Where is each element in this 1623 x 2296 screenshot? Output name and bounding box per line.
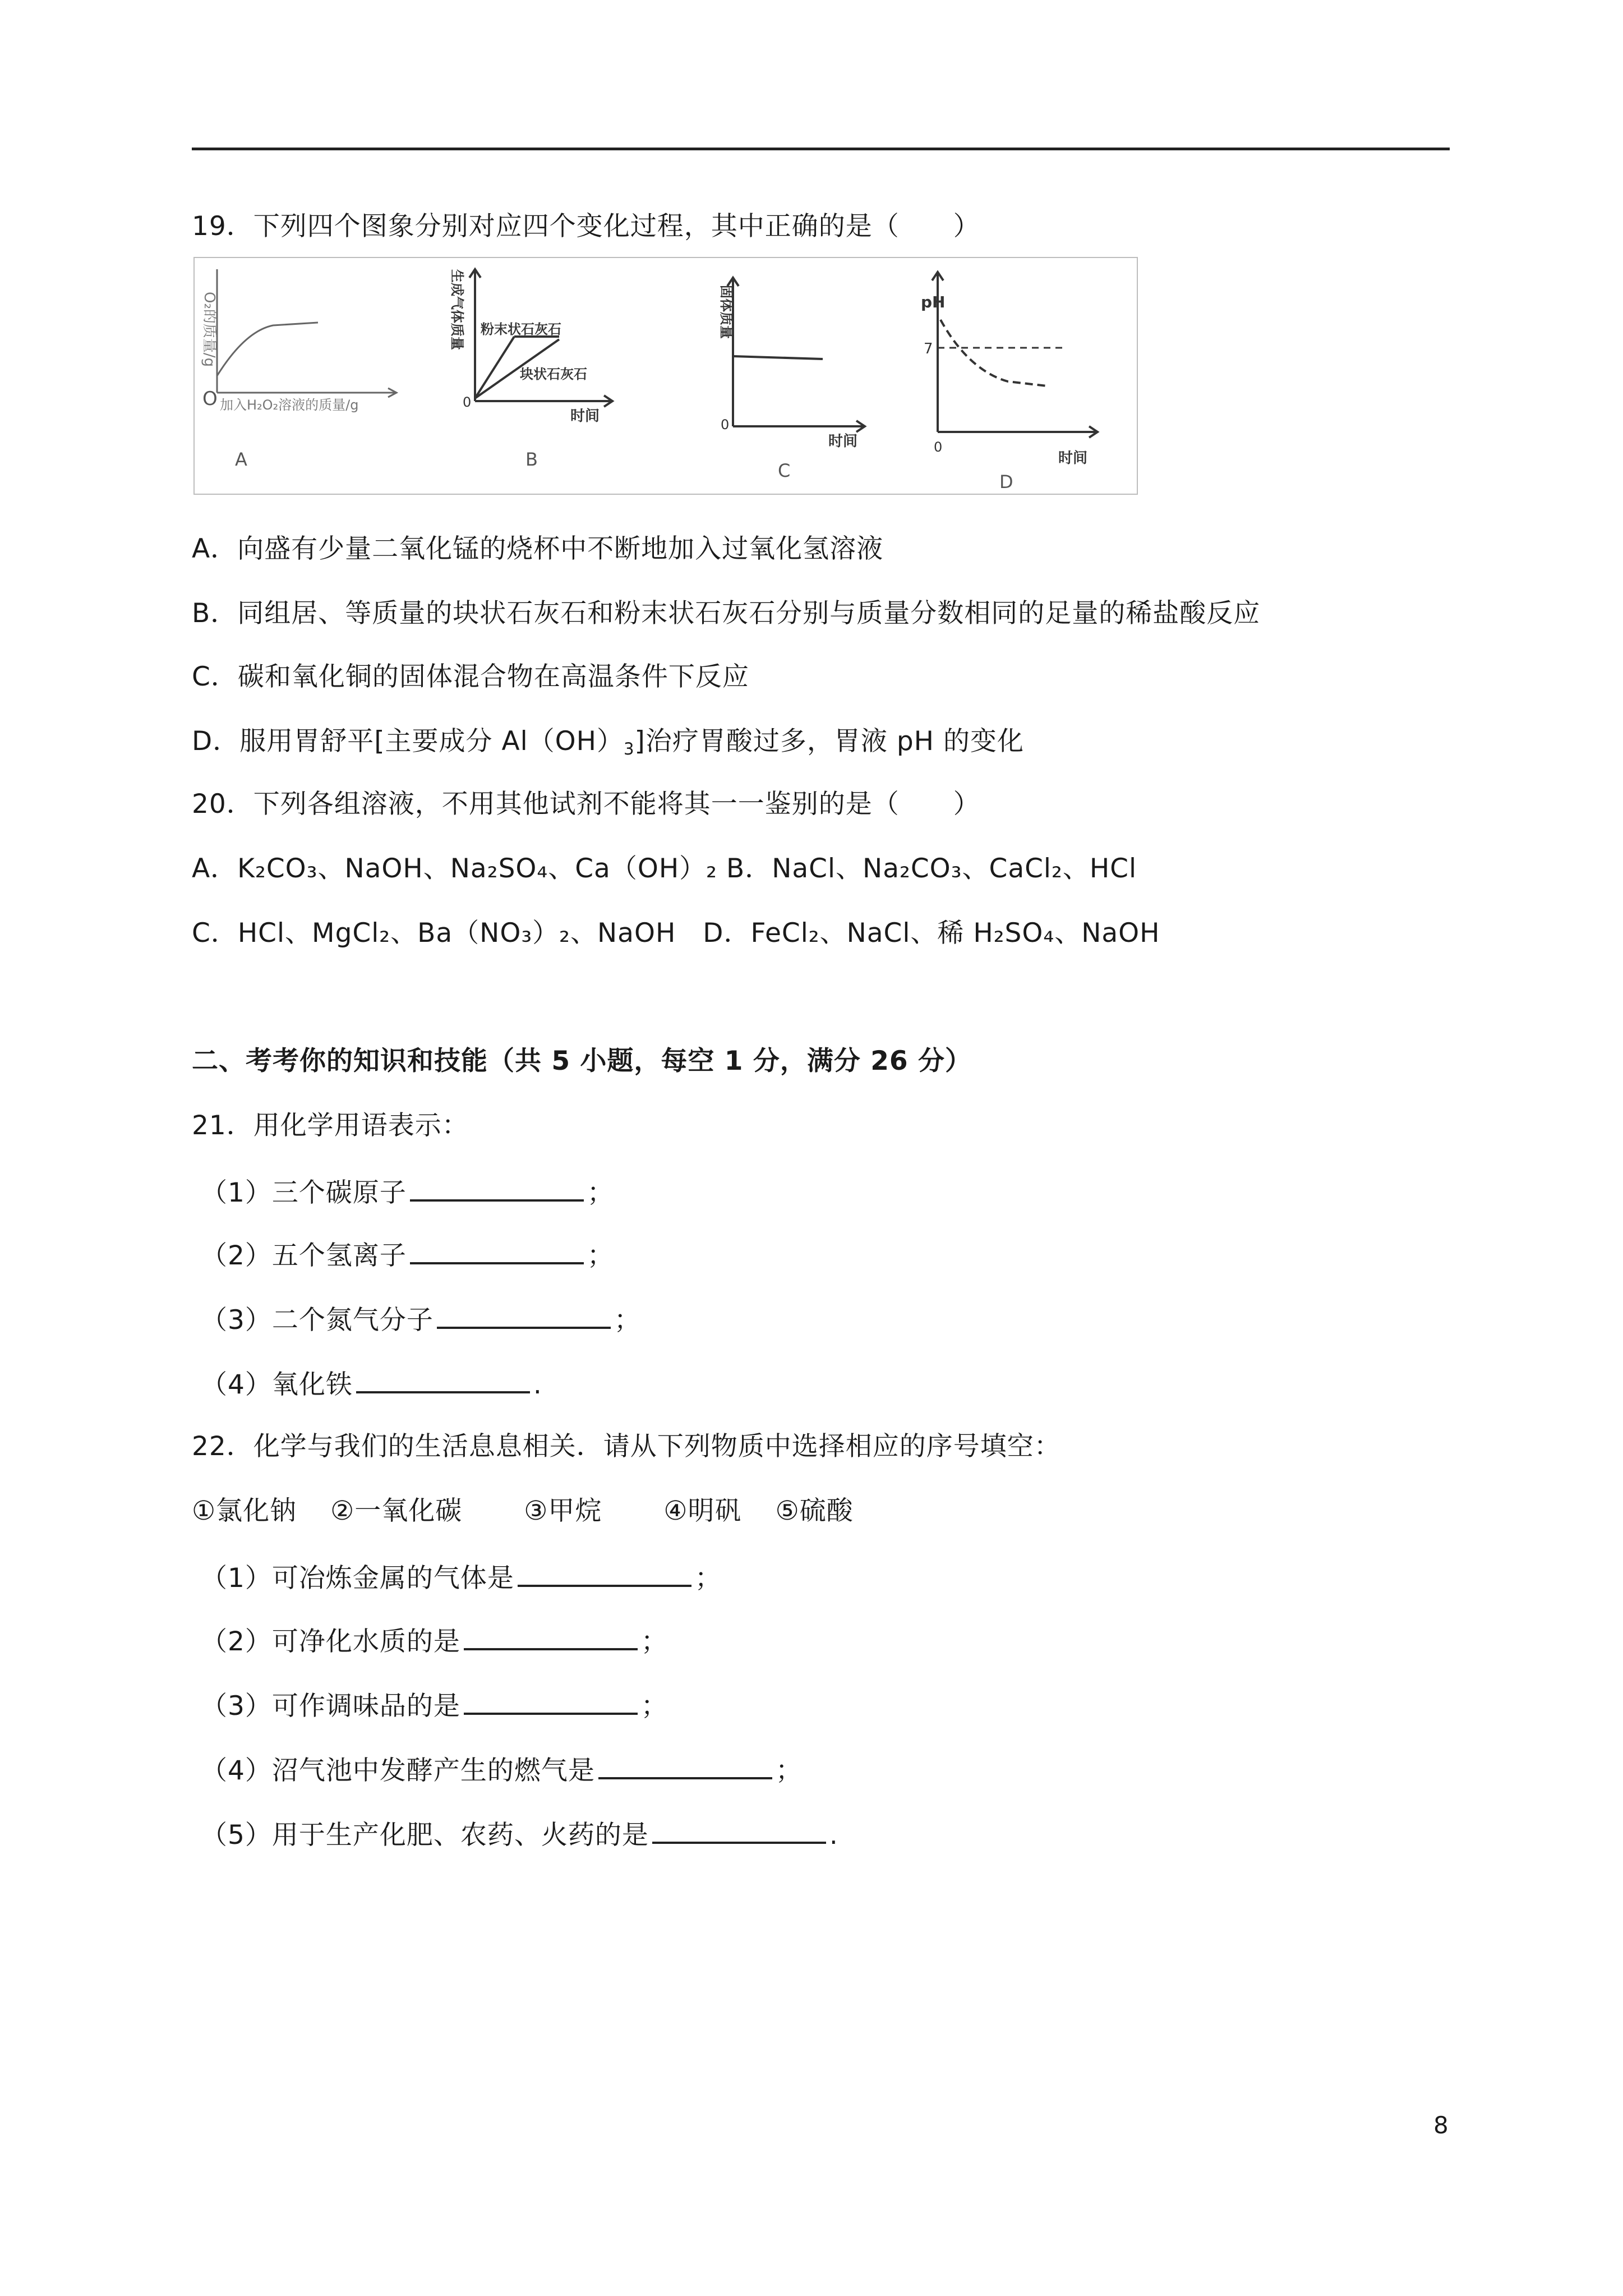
graph-d-origin: 0 <box>934 439 943 455</box>
q22-item-4-end: ； <box>775 1755 803 1786</box>
q22-item-5-end: . <box>829 1820 838 1851</box>
q22-option-3: ③甲烷 <box>524 1496 602 1526</box>
graphs-svg <box>195 258 1137 494</box>
q22-item-1-blank[interactable] <box>518 1562 691 1587</box>
q19-option-b: B．同组居、等质量的块状石灰石和粉末状石灰石分别与质量分数相同的足量的稀盐酸反应 <box>192 598 1261 629</box>
q22-stem: 22．化学与我们的生活息息相关．请从下列物质中选择相应的序号填空： <box>192 1431 1061 1462</box>
graph-a <box>217 269 396 397</box>
section-2-title: 二、考考你的知识和技能（共 5 小题，每空 1 分，满分 26 分） <box>192 1046 972 1076</box>
q22-item-5-label: （5）用于生产化肥、农药、火药的是 <box>201 1820 649 1851</box>
q21-item-3-end: ； <box>614 1305 641 1336</box>
q22-item-4 <box>201 1755 803 1784</box>
q20-options-ab: A．K₂CO₃、NaOH、Na₂SO₄、Ca（OH）₂ B．NaCl、Na₂CO₃、CaCl₂、HCl <box>192 853 1137 884</box>
q22-item-1-label: （1）可冶炼金属的气体是 <box>201 1563 514 1594</box>
graph-a-xlabel: 加入H₂O₂溶液的质量/g <box>220 397 359 413</box>
q19-option-d-text-a: D．服用胃舒平[主要成分 Al（OH） <box>192 726 624 757</box>
graph-d-xlabel: 时间 <box>1058 450 1088 467</box>
q22-option-1: ①氯化钠 <box>192 1496 297 1526</box>
q19-option-d-subscript: 3 <box>624 739 635 759</box>
header-rule <box>192 148 1450 150</box>
graph-b-series2: 块状石灰石 <box>520 366 587 382</box>
q21-item-1 <box>201 1177 614 1206</box>
q21-item-4 <box>201 1369 542 1398</box>
q22-item-1 <box>201 1562 722 1594</box>
graph-b-caption: B <box>525 449 538 470</box>
q22-options <box>192 1498 854 1524</box>
q22-item-5 <box>201 1819 838 1851</box>
q22-item-4-blank[interactable] <box>598 1755 772 1779</box>
q19-option-a: A．向盛有少量二氧化锰的烧杯中不断地加入过氧化氢溶液 <box>192 533 884 564</box>
q22-item-3-label: （3）可作调味品的是 <box>201 1691 460 1722</box>
graph-d <box>932 272 1098 438</box>
graph-d-caption: D <box>999 471 1013 493</box>
graph-c-xlabel: 时间 <box>828 433 858 450</box>
q21-item-4-blank[interactable] <box>356 1369 530 1393</box>
q22-item-3 <box>201 1690 668 1722</box>
q22-option-5: ⑤硫酸 <box>775 1496 854 1526</box>
q22-item-5-blank[interactable] <box>652 1819 826 1844</box>
q22-item-2-label: （2）可净化水质的是 <box>201 1626 460 1657</box>
q22-item-3-blank[interactable] <box>464 1690 638 1715</box>
q21-item-3 <box>201 1304 641 1336</box>
graph-c-ylabel: 固体质量 <box>718 285 734 339</box>
graph-b <box>469 269 612 407</box>
graph-c <box>727 278 865 432</box>
graph-a-origin: O <box>202 388 218 410</box>
q20-options-cd: C．HCl、MgCl₂、Ba（NO₃）₂、NaOH D．FeCl₂、NaCl、稀 H₂SO₄、NaOH <box>192 918 1160 949</box>
graph-b-xlabel: 时间 <box>570 408 600 425</box>
q22-item-2-blank[interactable] <box>464 1626 638 1650</box>
graph-b-origin: 0 <box>463 394 472 410</box>
q22-option-4: ④明矾 <box>663 1496 742 1526</box>
q21-stem: 21．用化学用语表示： <box>192 1110 469 1141</box>
q19-option-c: C．碳和氧化铜的固体混合物在高温条件下反应 <box>192 661 749 692</box>
page-number: 8 <box>1433 2111 1449 2139</box>
q19-option-d <box>192 726 1024 759</box>
q21-item-4-label: （4）氧化铁 <box>201 1369 353 1400</box>
q21-item-2-blank[interactable] <box>410 1240 584 1264</box>
graph-d-ylabel: pH <box>921 293 946 311</box>
q20-stem: 20．下列各组溶液，不用其他试剂不能将其一一鉴别的是（ ） <box>192 789 980 820</box>
graph-d-tick7: 7 <box>924 341 933 357</box>
graph-a-ylabel: O₂的质量/g <box>201 292 218 367</box>
q21-item-2 <box>201 1240 614 1269</box>
graph-b-series1: 粉末状石灰石 <box>481 321 561 337</box>
q21-item-3-blank[interactable] <box>437 1304 611 1329</box>
q19-figure <box>193 257 1138 495</box>
q21-item-3-label: （3）二个氮气分子 <box>201 1305 434 1336</box>
q21-item-4-end: . <box>533 1369 542 1400</box>
graph-c-caption: C <box>778 460 791 481</box>
graph-c-origin: 0 <box>721 417 730 432</box>
q19-stem: 19．下列四个图象分别对应四个变化过程，其中正确的是（ ） <box>192 211 980 242</box>
q22-item-4-label: （4）沼气池中发酵产生的燃气是 <box>201 1755 595 1786</box>
q21-item-2-end: ； <box>587 1240 614 1271</box>
q21-item-1-label: （1）三个碳原子 <box>201 1177 407 1208</box>
q22-item-2-end: ； <box>640 1626 668 1657</box>
q22-item-1-end: ； <box>694 1563 722 1594</box>
q21-item-1-blank[interactable] <box>410 1177 584 1202</box>
q22-option-2: ②一氧化碳 <box>330 1496 463 1526</box>
q22-item-2 <box>201 1626 668 1655</box>
graph-a-caption: A <box>235 449 247 470</box>
q21-item-2-label: （2）五个氢离子 <box>201 1240 407 1271</box>
q22-item-3-end: ； <box>640 1691 668 1722</box>
graph-b-ylabel: 生成气体质量 <box>449 269 465 350</box>
q19-option-d-text-b: ]治疗胃酸过多，胃液 pH 的变化 <box>634 726 1024 757</box>
q21-item-1-end: ； <box>587 1177 614 1208</box>
